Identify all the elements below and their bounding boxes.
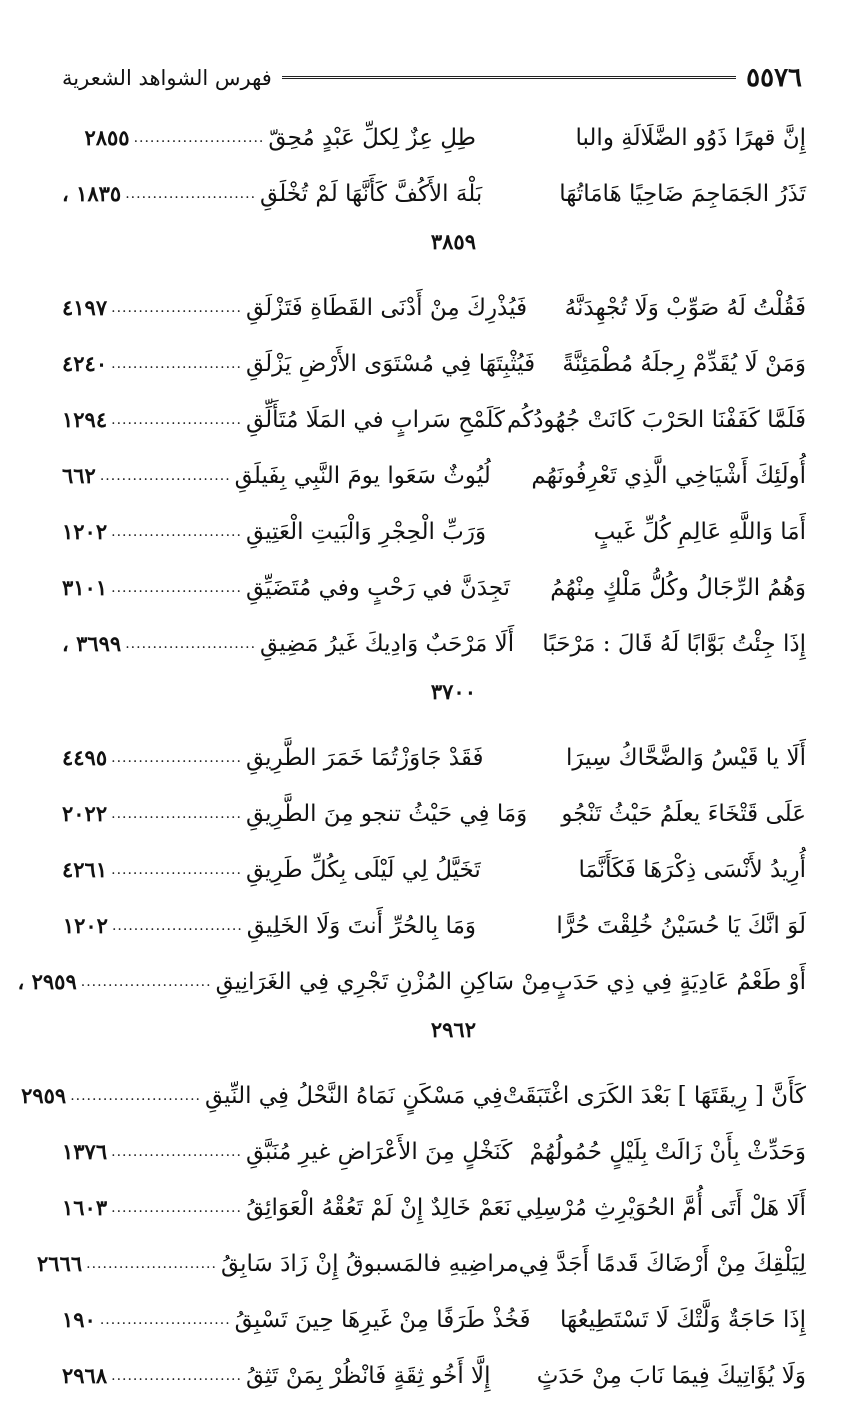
index-entry xyxy=(62,1124,806,1180)
entry-gap xyxy=(62,262,806,280)
first-hemistich: فَقُلْتُ لَهُ صَوِّبْ وَلَا تُجْهِدَنَّهُ xyxy=(564,295,806,321)
entry-gap xyxy=(62,1050,806,1068)
second-hemistich: نَعَمْ خَالِدٌ إِنْ لَمْ تَعُقْهُ الْعَوَائِقُ xyxy=(245,1195,512,1221)
index-entry xyxy=(62,1292,806,1348)
index-entry xyxy=(37,1236,806,1292)
first-hemistich: إِذَا جِئْتُ بَوَّابًا لَهُ قَالَ : مَرْحَبًا xyxy=(542,631,806,657)
second-hemistich: تَخَيَّلُ لِي لَيْلَى بِكُلِّ طَرِيقِ xyxy=(245,857,481,883)
first-hemistich: أُولَئِكَ أَشْيَاخِي الَّذِي تَعْرِفُونَهُم xyxy=(531,463,806,489)
reference-numbers: ٣٦٩٩ ، xyxy=(62,631,122,656)
second-hemistich: إِلَّا أَخُو ثِقَةٍ فَانْظُرْ بِمَنْ تَثِقُ xyxy=(245,1363,491,1389)
second-hemistich: فَيُذْرِكَ مِنْ أَدْنَى القَطَاةِ فَتَزْلَقِ xyxy=(245,295,528,321)
entry-row xyxy=(62,166,806,222)
leader-dots: ........................ xyxy=(111,918,243,934)
entry-row xyxy=(62,1348,806,1404)
index-entry xyxy=(62,504,806,560)
second-hemistich: مراضِيهِ فالمَسبوقُ إِنْ زَادَ سَابِقُ xyxy=(220,1251,519,1277)
entry-row xyxy=(62,1124,806,1180)
second-hemistich: فَخُذْ طَرَفًا مِنْ غَيرِهَا حِينَ تَسْبِقُ xyxy=(234,1307,531,1333)
second-part xyxy=(62,1348,491,1404)
poetry-index-list xyxy=(17,110,806,1404)
second-hemistich: كَنَخْلٍ مِنَ الأَعْرَاضِ غيرِ مُنَبَّقِ xyxy=(245,1139,513,1165)
leader-dots: ........................ xyxy=(70,1088,201,1104)
leader-dots: ........................ xyxy=(133,130,265,146)
first-hemistich: وَهُمُ الرِّجَالُ وكُلُّ مَلْكٍ مِنْهُمُ xyxy=(550,575,806,601)
second-part xyxy=(62,280,527,336)
reference-numbers: ٤٢٤٠ xyxy=(62,351,108,376)
second-hemistich: وَمَا بِالحُرِّ أَنتَ وَلَا الخَلِيقِ xyxy=(246,913,476,939)
second-part xyxy=(62,730,483,786)
entry-row xyxy=(62,448,806,504)
second-part xyxy=(18,954,552,1010)
first-hemistich: وَلَا يُؤَاتِيكَ فِيمَا نَابَ مِنْ حَدَثٍ xyxy=(536,1363,806,1389)
reference-numbers: ٢٠٢٢ xyxy=(62,801,108,826)
reference-numbers: ١٣٧٦ xyxy=(62,1139,108,1164)
first-hemistich: أَوْ طَعْمُ عَادِيَةٍ فِي ذِي حَدَبٍ xyxy=(551,969,806,995)
reference-continuation: ٢٩٦٢ xyxy=(430,1017,476,1042)
entry-gap xyxy=(62,712,806,730)
page-title: فهرس الشواهد الشعرية xyxy=(62,66,272,90)
leader-dots: ........................ xyxy=(111,300,242,316)
reference-numbers: ١٩٠ xyxy=(62,1307,96,1332)
reference-numbers: ٤١٩٧ xyxy=(62,295,108,320)
entry-row xyxy=(62,1180,806,1236)
second-part xyxy=(62,110,476,166)
entry-row xyxy=(62,1292,806,1348)
leader-dots: ........................ xyxy=(125,186,257,202)
leader-dots: ........................ xyxy=(111,806,242,822)
first-hemistich: عَلَى قَتْخَاءَ يعلَمُ حَيْثُ تَنْجُو xyxy=(561,801,806,827)
second-hemistich: فِي مَسْكَنٍ نَمَاهُ النَّحْلُ فِي النِّيقِ xyxy=(205,1083,503,1109)
second-hemistich: كَلَمْحِ سَرابٍ في المَلَا مُتَأَلِّقِ xyxy=(245,407,505,433)
leader-dots: ........................ xyxy=(86,1256,217,1272)
first-hemistich: أَلَا يا قَيْسُ وَالضَّحَّاكُ سِيرَا xyxy=(566,745,806,771)
reference-numbers: ٢٩٥٩ ، xyxy=(17,969,77,994)
index-entry xyxy=(62,616,806,730)
index-entry xyxy=(62,730,806,786)
first-hemistich: أَلَا هَلْ أَتَى أُمَّ الحُوَيْرِثِ مُرْسِلِي xyxy=(515,1195,806,1221)
reference-numbers: ١٦٠٣ xyxy=(62,1195,108,1220)
entry-row xyxy=(21,1068,806,1124)
header-rule xyxy=(282,76,736,81)
second-part xyxy=(62,898,476,954)
leader-dots: ........................ xyxy=(99,1312,231,1328)
index-entry xyxy=(17,954,806,1068)
index-entry xyxy=(62,448,806,504)
second-part xyxy=(21,1068,503,1124)
second-hemistich: وَرَبِّ الْحِجْرِ وَالْبَيتِ الْعَتِيقِ xyxy=(245,519,487,545)
index-entry xyxy=(62,166,806,280)
leader-dots: ........................ xyxy=(80,974,212,990)
second-hemistich: وَمَا فِي حَيْثُ تنجو مِنَ الطَّرِيقِ xyxy=(245,801,528,827)
first-hemistich: إِذَا حَاجَةٌ وَلَّتْكَ لَا تَسْتَطِيعُهَا xyxy=(560,1307,806,1333)
second-part xyxy=(62,504,486,560)
index-entry xyxy=(62,842,806,898)
second-part xyxy=(37,1236,519,1292)
entry-row xyxy=(62,560,806,616)
reference-numbers: ١٢٠٢ xyxy=(62,519,108,544)
second-part xyxy=(62,560,510,616)
index-entry xyxy=(62,898,806,954)
index-entry xyxy=(21,1068,806,1124)
second-part xyxy=(62,1124,512,1180)
reference-numbers: ٢٩٦٨ xyxy=(62,1363,108,1388)
entry-row xyxy=(37,1236,806,1292)
reference-numbers: ٣١٠١ xyxy=(62,575,108,600)
leader-dots: ........................ xyxy=(111,1144,242,1160)
leader-dots: ........................ xyxy=(111,356,242,372)
reference-numbers: ٢٨٥٥ xyxy=(84,125,130,150)
second-hemistich: فَيُثْبِتَهَا فِي مُسْتَوَى الأَرْضِ يَزْلَقِ xyxy=(245,351,536,377)
entry-row xyxy=(62,336,806,392)
reference-numbers: ٢٩٥٩ xyxy=(21,1083,67,1108)
entry-row xyxy=(17,954,806,1010)
second-part xyxy=(62,166,482,222)
index-entry xyxy=(62,280,806,336)
index-entry xyxy=(62,110,806,166)
first-hemistich: وَحَدِّثْ بِأَنْ زَالَتْ بِلَيْلٍ حُمُولُهُمْ xyxy=(529,1139,806,1165)
second-hemistich: فَقَدْ جَاوَزْتُمَا خَمَرَ الطَّرِيقِ xyxy=(245,745,484,771)
leader-dots: ........................ xyxy=(111,1200,242,1216)
entry-row xyxy=(62,616,806,672)
leader-dots: ........................ xyxy=(111,1368,242,1384)
page-header xyxy=(62,58,802,98)
second-hemistich: تَجِدَنَّ في رَحْبٍ وفي مُتَضَيِّقِ xyxy=(245,575,511,601)
second-hemistich: لُيُوثٌ سَعَوا يومَ النَّبِي بِفَيلَقِ xyxy=(234,463,491,489)
entry-row xyxy=(62,730,806,786)
first-hemistich: تَذَرُ الجَمَاجِمَ ضَاحِيًا هَامَاتُهَا xyxy=(559,181,806,207)
reference-numbers: ١٨٣٥ ، xyxy=(62,181,122,206)
second-hemistich: أَلَا مَرْحَبٌ وَادِيكَ غَيرُ مَضِيقِ xyxy=(260,631,515,657)
leader-dots: ........................ xyxy=(111,750,242,766)
first-hemistich: أَمَا وَاللَّهِ عَالِمِ كُلِّ غَيبٍ xyxy=(593,519,806,545)
reference-numbers: ٦٦٢ xyxy=(62,463,96,488)
second-part xyxy=(62,786,527,842)
entry-row xyxy=(62,504,806,560)
entry-row xyxy=(62,842,806,898)
entry-row xyxy=(62,898,806,954)
reference-numbers: ١٢٩٤ xyxy=(62,407,108,432)
entry-row xyxy=(62,786,806,842)
second-part xyxy=(62,1292,530,1348)
reference-numbers: ٤٢٦١ xyxy=(62,857,108,882)
first-hemistich: أُرِيدُ لأَنْسَى ذِكْرَهَا فَكَأَنَّمَا xyxy=(578,857,806,883)
leader-dots: ........................ xyxy=(111,862,242,878)
index-entry xyxy=(62,786,806,842)
entry-row xyxy=(62,110,806,166)
second-part xyxy=(62,392,505,448)
leader-dots: ........................ xyxy=(125,636,257,652)
leader-dots: ........................ xyxy=(99,468,231,484)
page-number: ٥٥٧٦ xyxy=(746,63,802,93)
second-hemistich: مِنْ سَاكِنِ المُزْنِ تَجْرِي فِي الغَرَانِيقِ xyxy=(215,969,552,995)
reference-numbers: ١٢٠٢ xyxy=(62,913,108,938)
first-hemistich: لِيَلْقِكَ مِنْ أَرْضَاكَ قَدمًا أَجَدَّ فِي xyxy=(518,1251,806,1277)
first-hemistich: فَلَمَّا كَفَفْنَا الحَرْبَ كَانَتْ جُهُودُكُم xyxy=(506,407,806,433)
leader-dots: ........................ xyxy=(111,524,242,540)
first-hemistich: إِنَّ قهرًا ذَوُو الضَّلَالَةِ والبا xyxy=(575,125,806,151)
second-hemistich: طِلِ عِزٌ لِكلِّ عَبْدٍ مُحِقّ xyxy=(268,125,476,151)
index-entry xyxy=(62,1348,806,1404)
reference-numbers: ٢٦٦٦ xyxy=(37,1251,83,1276)
index-entry xyxy=(62,1180,806,1236)
second-part xyxy=(62,448,491,504)
index-entry xyxy=(62,560,806,616)
entry-row xyxy=(62,280,806,336)
reference-numbers: ٤٤٩٥ xyxy=(62,745,108,770)
second-part xyxy=(62,842,481,898)
second-hemistich: بَلْهَ الأَكُفَّ كَأَنَّهَا لَمْ تُخْلَقِ xyxy=(260,181,483,207)
second-part xyxy=(62,336,535,392)
second-part xyxy=(62,1180,511,1236)
first-hemistich: وَمَنْ لَا يُقَدِّمْ رِجلَهُ مُطْمَئِنَّةً xyxy=(562,351,806,377)
leader-dots: ........................ xyxy=(111,580,242,596)
leader-dots: ........................ xyxy=(111,412,242,428)
entry-row xyxy=(62,392,806,448)
first-hemistich: كَأَنَّ [ رِيقَتَهَا ] بَعْدَ الكَرَى اغْتَبَقَتْ xyxy=(502,1083,806,1109)
index-entry xyxy=(62,392,806,448)
reference-continuation: ٣٨٥٩ xyxy=(430,229,476,254)
reference-continuation: ٣٧٠٠ xyxy=(430,679,476,704)
second-part xyxy=(62,616,514,672)
first-hemistich: لَوَ انَّكَ يَا حُسَيْنُ خُلِقْتَ حُرًّا xyxy=(556,913,806,939)
index-entry xyxy=(62,336,806,392)
